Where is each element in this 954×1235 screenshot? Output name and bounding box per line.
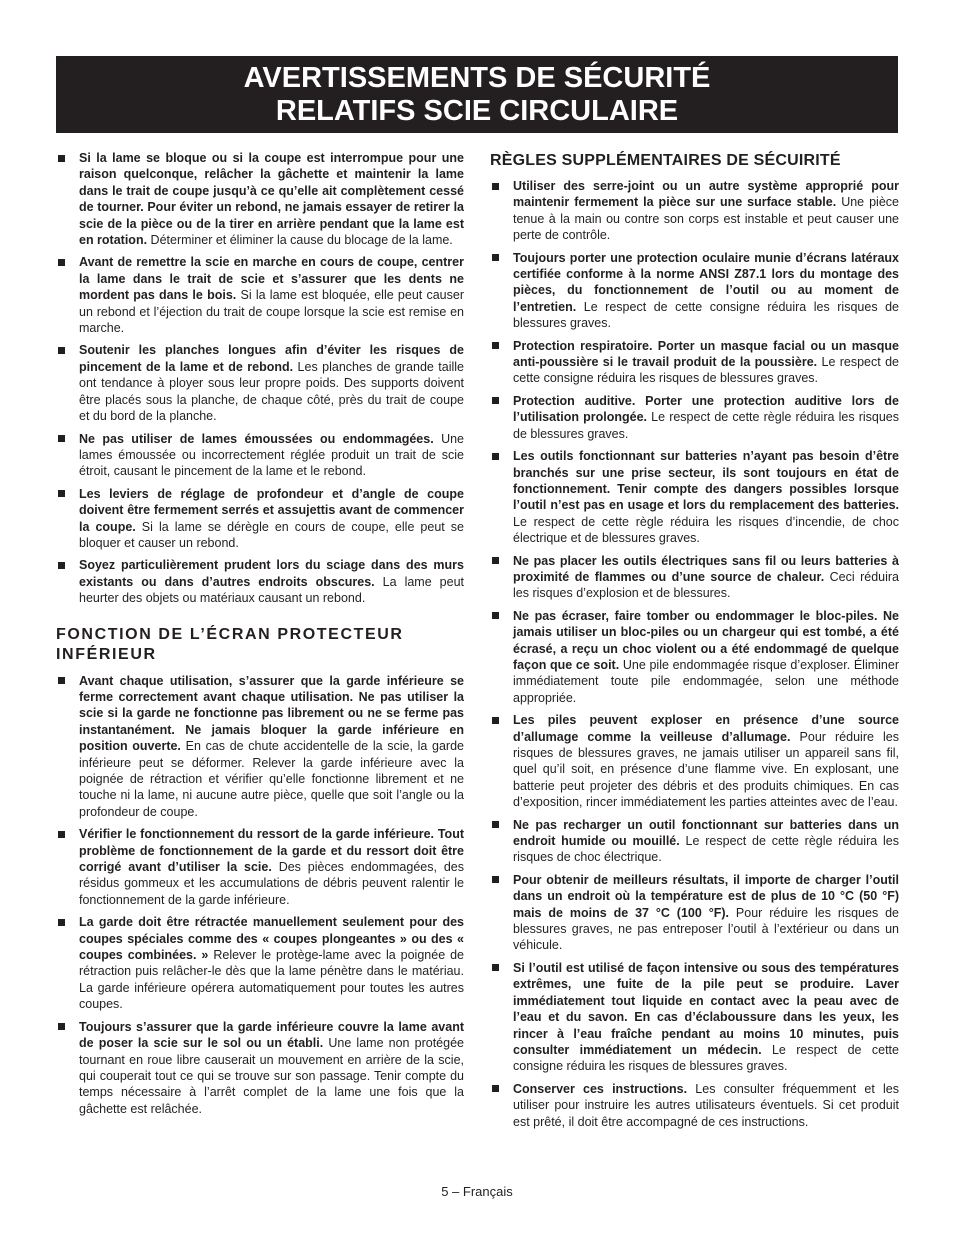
list-item xyxy=(56,150,464,248)
item-text: Le respect de cette règle réduira les risques de blessures graves. xyxy=(513,410,899,441)
list-item xyxy=(490,553,899,602)
item-bold-text: Ne pas placer les outils électriques sans fil ou leurs batteries à proximité de flammes ou d’une source de chaleur. xyxy=(513,553,899,584)
item-text: Le respect de cette règle réduira les risques de choc électrique. xyxy=(513,834,899,865)
item-text: Ceci réduira les risques d’explosion et de blessures. xyxy=(513,569,899,601)
item-text: Pour réduire les risques de blessures graves, ne jamais utiliser un appareil sans fil, quel qu’il soit, en présence d’une flamme vive. En explosant, une batterie peut projeter des débris et des produits chimiques. En cas d’exposition, rincer immédiatement les parties atteintes avec de l’eau. xyxy=(513,729,899,810)
item-text: Des pièces endommagées, des résidus gommeux et les accumulations de débris peuvent ralentir le fonctionnement de la garde inférieure. xyxy=(79,860,464,907)
item-bold-text: Avant de remettre la scie en marche en cours de coupe, centrer la lame dans le trait de scie et s’assurer que les dents ne mordent pas dans le bois. xyxy=(79,255,464,303)
item-bold-text: Soyez particulièrement prudent lors du sciage dans des murs existants ou dans d’autres endroits obscures. xyxy=(79,558,464,589)
section-heading-lower-guard: FONCTION DE L’ÉCRAN PROTECTEUR INFÉRIEUR xyxy=(56,625,404,663)
list-item xyxy=(56,254,464,336)
item-text: Le respect de cette consigne réduira les risques de blessures graves. xyxy=(513,299,899,331)
list-item xyxy=(490,1081,899,1130)
item-bold-text: Les leviers de réglage de profondeur et d’angle de coupe doivent être fermement serrés et assujettis avant de commencer la coupe. xyxy=(79,486,464,534)
list-item xyxy=(490,608,899,706)
list-item xyxy=(56,486,464,552)
item-text: Les consulter fréquemment et les utiliser pour instruire les autres utilisateurs éventuels. Si cet produit est prêté, il doit être accompagné de ces instructions. xyxy=(513,1081,899,1129)
page-footer: 5 – Français xyxy=(441,1184,513,1199)
item-text: La lame peut heurter des objets ou matériaux causant un rebond. xyxy=(79,574,464,606)
list-item xyxy=(490,178,899,244)
item-bold-text: Si la lame se bloque ou si la coupe est interrompue pour une raison quelconque, relâcher la gâchette et maintenir la lame dans le trait de coupe jusqu’à ce qu’elle ait complètement cessé de tourner. Pour éviter un rebond, ne jamais essayer de retirer la scie de la pièce ou de la tirer en arrière pendant que la lame est en rotation. xyxy=(79,151,464,248)
list-item xyxy=(490,960,899,1075)
item-text: Le respect de cette consigne réduira les risques de blessures graves. xyxy=(513,355,899,386)
item-text: Une pièce tenue à la main ou contre son corps est instable et peut causer une perte de contrôle. xyxy=(513,195,899,243)
list-item xyxy=(56,673,464,821)
item-text: Relever le protège-lame avec la poignée de rétraction puis relâcher-le dès que la lame pénètre dans le matériau. La garde inférieure opérera automatiquement pour toutes les autres coupes. xyxy=(79,948,464,1012)
list-item xyxy=(56,914,464,1012)
list-item xyxy=(490,448,899,546)
item-bold-text: Ne pas écraser, faire tomber ou endommager le bloc-piles. Ne jamais utiliser un bloc-piles ou un chargeur qui est tombé, a été écrasé, a reçu un choc violent ou a été endommagé de quelque façon que ce soit. xyxy=(513,608,899,672)
item-bold-text: Soutenir les planches longues afin d’éviter les risques de pincement de la lame et de rebond. xyxy=(79,343,464,374)
item-text: Pour réduire les risques de blessures graves, ne pas entreposer l’outil à l’extérieur ou dans un véhicule. xyxy=(513,905,899,953)
list-item xyxy=(56,826,464,908)
page-title-line-2: RELATIFS SCIE CIRCULAIRE xyxy=(275,95,679,127)
item-bold-text: Vérifier le fonctionnement du ressort de la garde inférieure. Tout problème de fonctionnement de la garde et du ressort doit être corrigé avant d’utiliser la scie. xyxy=(79,827,464,875)
list-item xyxy=(490,250,899,332)
item-text: Si la lame se dérègle en cours de coupe, elle peut se bloquer et causer un rebond. xyxy=(79,519,465,550)
left-column xyxy=(56,150,464,1123)
item-text: Une lame non protégée tournant en roue libre causerait un mouvement en arrière de la scie, qui couperait tout ce qui se trouve sur son passage. Tenir compte du temps nécessaire à l’arrêt complet de la lame une fois que la gâchette est relâchée. xyxy=(79,1036,464,1116)
item-bold-text: Protection auditive. Porter une protection auditive lors de l’utilisation prolongée. xyxy=(513,393,899,425)
item-bold-text: Toujours porter une protection oculaire munie d’écrans latéraux certifiée conforme à la norme ANSI Z87.1 lors du montage des pièces, du fonctionnement de l’outil ou au moment de l’entretien. xyxy=(513,250,899,314)
list-item xyxy=(56,342,464,424)
item-bold-text: Ne pas utiliser de lames émoussées ou endommagées. xyxy=(79,431,434,446)
list-item xyxy=(490,712,899,810)
item-text: Une pile endommagée risque d’exploser. Éliminer immédiatement toute pile endommagée, selon une méthode appropriée. xyxy=(513,657,899,705)
item-bold-text: Avant chaque utilisation, s’assurer que la garde inférieure se ferme correctement avant chaque utilisation. Ne pas utiliser la scie si la garde ne fonctionne pas librement ou ne se ferme pas instantanément. Ne jamais bloquer la garde inférieure en position ouverte. xyxy=(79,673,464,754)
list-item xyxy=(490,817,899,866)
list-item xyxy=(56,431,464,480)
item-text: Les planches de grande taille ont tendance à ployer sous leur propre poids. Des supports doivent être placés sous la planche, de chaque côté, près du trait de coupe et du bord de la planche. xyxy=(79,359,464,424)
item-bold-text: Pour obtenir de meilleurs résultats, il importe de charger l’outil dans un endroit où la température est de plus de 10 °C (50 °F) mais de moins de 37 °C (100 °F). xyxy=(513,872,899,920)
lower-guard-list xyxy=(56,673,464,1118)
item-bold-text: Ne pas recharger un outil fonctionnant sur batteries dans un endroit humide ou mouillé. xyxy=(513,817,899,849)
right-column xyxy=(490,150,899,1136)
item-text: Déterminer et éliminer la cause du blocage de la lame. xyxy=(147,233,453,248)
additional-rules-list xyxy=(490,178,899,1130)
item-text: Une lames émoussée ou incorrectement réglée produit un trait de scie étroit, causant le pincement de la lame et le rebond. xyxy=(79,431,464,479)
item-text: En cas de chute accidentelle de la scie, la garde inférieure peut se déformer. Relever la garde inférieure avec la poignée de rétraction et vérifier qu’elle fonctionne librement et ne touche ni la lame, ni aucune autre pièce, quelle que soit l’angle ou la profondeur de coupe. xyxy=(79,739,464,819)
list-item xyxy=(56,1019,464,1117)
item-bold-text: Les outils fonctionnant sur batteries n’ayant pas besoin d’être branchés sur une prise secteur, ils sont toujours en état de fonctionnement. Tenir compte des dangers possibles lorsque l’outil n’est pas en usage et lors du remplacement des batteries. xyxy=(513,449,899,513)
item-bold-text: Conserver ces instructions. xyxy=(513,1081,688,1096)
page-title-banner xyxy=(56,56,898,133)
item-bold-text: Protection respiratoire. Porter un masque facial ou un masque anti-poussière si le travail produit de la poussière. xyxy=(513,338,899,370)
item-bold-text: Utiliser des serre-joint ou un autre système approprié pour maintenir fermement la pièce sur une surface stable. xyxy=(513,179,899,210)
list-item xyxy=(56,557,464,606)
list-item xyxy=(490,393,899,442)
item-bold-text: Toujours s’assurer que la garde inférieure couvre la lame avant de poser la scie sur le sol ou un établi. xyxy=(79,1019,464,1051)
left-warning-list xyxy=(56,150,464,607)
item-text: Si la lame est bloquée, elle peut causer un rebond et l’éjection du trait de coupe lorsque la scie est remise en marche. xyxy=(79,288,464,336)
item-text: Le respect de cette règle réduira les risques d’incendie, de choc électrique et de blessures graves. xyxy=(513,514,899,546)
item-text: Le respect de cette consigne réduira les risques de blessures graves. xyxy=(513,1042,899,1074)
page-title-line-1: AVERTISSEMENTS DE SÉCURITÉ xyxy=(243,62,711,94)
item-bold-text: La garde doit être rétractée manuellement seulement pour des coupes spéciales comme des « coupes plongeantes » ou des « coupes combinées. » xyxy=(79,915,464,963)
list-item xyxy=(490,338,899,387)
section-heading-additional-rules: RÈGLES SUPPLÉMENTAIRES DE SÉCUIRITÉ xyxy=(490,152,841,169)
item-bold-text: Les piles peuvent exploser en présence d’une source d’allumage comme la veilleuse d’allumage. xyxy=(513,713,899,744)
item-bold-text: Si l’outil est utilisé de façon intensive ou sous des températures extrêmes, une fuite de la pile peut se produire. Laver immédiatement tout liquide en contact avec la peau avec de l’eau et du savon. En cas d’éclaboussure dans les yeux, les rincer à l’eau fraîche pendant au moins 10 minutes, puis consulter immédiatement un médecin. xyxy=(513,960,899,1057)
list-item xyxy=(490,872,899,954)
